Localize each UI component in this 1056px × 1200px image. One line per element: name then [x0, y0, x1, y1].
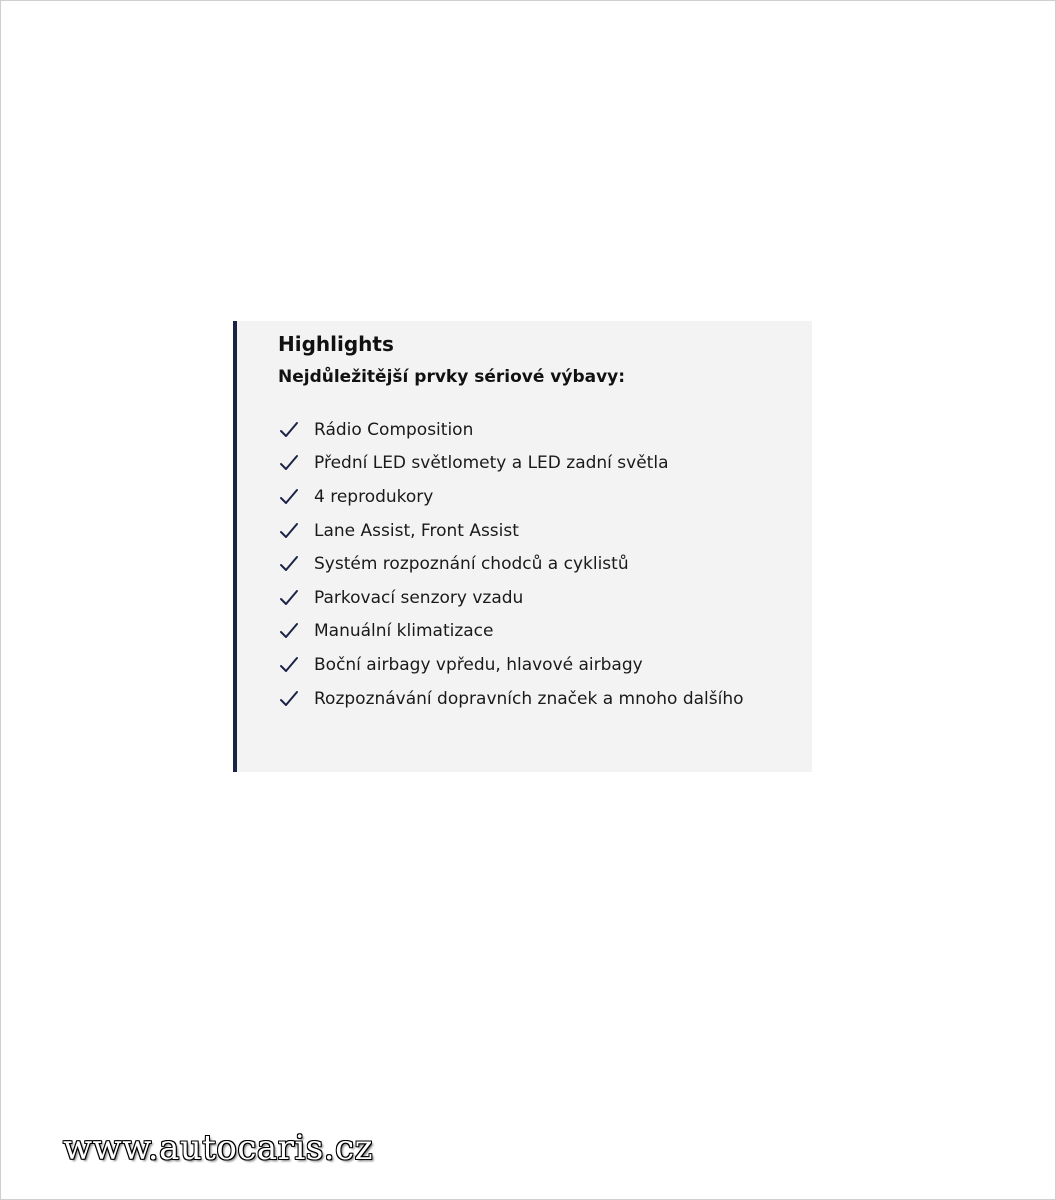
feature-item: [278, 648, 744, 682]
feature-text: Lane Assist, Front Assist: [314, 520, 519, 541]
feature-text: Přední LED světlomety a LED zadní světla: [314, 453, 669, 474]
feature-text: Systém rozpoznání chodců a cyklistů: [314, 554, 629, 575]
check-icon: [278, 587, 300, 609]
feature-list: [278, 413, 744, 715]
feature-text: Rádio Composition: [314, 419, 474, 440]
check-icon: [278, 553, 300, 575]
highlights-card: [233, 321, 812, 772]
check-icon: [278, 452, 300, 474]
check-icon: [278, 654, 300, 676]
feature-text: Boční airbagy vpředu, hlavové airbagy: [314, 654, 643, 675]
feature-item: [278, 447, 744, 481]
card-title: Highlights: [278, 332, 394, 356]
feature-item: [278, 682, 744, 716]
feature-item: [278, 413, 744, 447]
check-icon: [278, 688, 300, 710]
feature-item: [278, 547, 744, 581]
check-icon: [278, 620, 300, 642]
check-icon: [278, 419, 300, 441]
card-subtitle: Nejdůležitější prvky sériové výbavy:: [278, 367, 626, 387]
watermark: www.autocaris.cz: [63, 1128, 374, 1168]
feature-item: [278, 615, 744, 649]
feature-text: Parkovací senzory vzadu: [314, 587, 524, 608]
feature-text: Manuální klimatizace: [314, 621, 494, 642]
feature-item: [278, 480, 744, 514]
check-icon: [278, 486, 300, 508]
check-icon: [278, 520, 300, 542]
feature-text: Rozpoznávání dopravních značek a mnoho dalšího: [314, 688, 744, 709]
feature-item: [278, 514, 744, 548]
feature-item: [278, 581, 744, 615]
feature-text: 4 reprodukory: [314, 486, 434, 507]
